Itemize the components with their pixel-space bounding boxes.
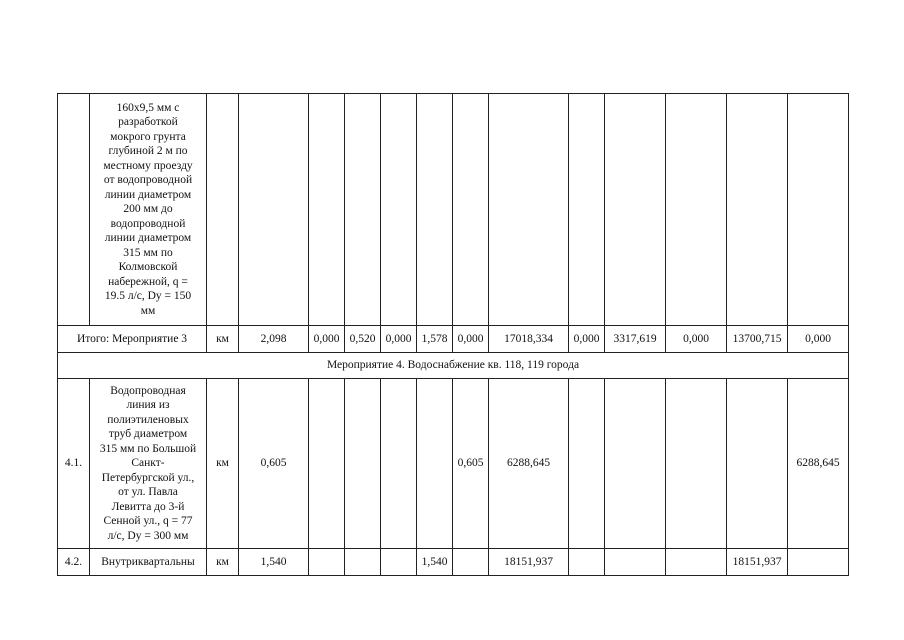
cell-value xyxy=(453,549,489,576)
cell-value xyxy=(727,379,788,549)
cell-value xyxy=(666,94,727,326)
cell-value: 3317,619 xyxy=(605,326,666,353)
item-description: Внутриквартальны xyxy=(101,555,195,568)
cell-value: 0,000 xyxy=(569,326,605,353)
cell-unit: км xyxy=(207,326,239,353)
cell-value: 0,000 xyxy=(381,326,417,353)
cell-unit: км xyxy=(207,379,239,549)
table-row-section-4 xyxy=(58,353,849,379)
cell-unit xyxy=(207,94,239,326)
cell-value: 0,000 xyxy=(666,326,727,353)
cell-value xyxy=(569,94,605,326)
table-row-continuation xyxy=(58,94,849,326)
cell-value xyxy=(788,549,849,576)
cell-value xyxy=(666,549,727,576)
cell-value: 0,000 xyxy=(453,326,489,353)
cell-value xyxy=(417,379,453,549)
cell-value xyxy=(569,379,605,549)
cell-value xyxy=(345,94,381,326)
section-title: Мероприятие 4. Водоснабжение кв. 118, 119 города xyxy=(58,353,849,379)
cell-value: 2,098 xyxy=(239,326,309,353)
cell-value: 0,520 xyxy=(345,326,381,353)
cell-value xyxy=(489,94,569,326)
cell-value xyxy=(345,379,381,549)
cell-value xyxy=(727,94,788,326)
cell-value xyxy=(309,549,345,576)
item-description: 160х9,5 мм с разработкой мокрого грунта глубиной 2 м по местному проезду от водопроводной линии диаметром 200 мм до водопроводной линии диаметром 315 мм по Колмовской набережной, q = 19.5 л/с, Dу = 150 мм xyxy=(103,101,193,317)
cell-value xyxy=(239,94,309,326)
cell-value: 0,605 xyxy=(453,379,489,549)
investment-program-table xyxy=(57,93,849,576)
cell-value xyxy=(381,549,417,576)
item-description: Водопроводная линия из полиэтиленовых труб диаметром 315 мм по Большой Санкт- Петербургской ул., от ул. Павла Левитта до 3-й Сенной ул., q = 77 л/с, Dу = 300 мм xyxy=(99,384,197,542)
cell-description xyxy=(90,549,207,576)
cell-value: 0,000 xyxy=(788,326,849,353)
cell-no: 4.1. xyxy=(58,379,90,549)
cell-no xyxy=(58,94,90,326)
cell-value: 6288,645 xyxy=(788,379,849,549)
total-label: Итого: Мероприятие 3 xyxy=(58,326,207,353)
cell-value: 18151,937 xyxy=(727,549,788,576)
cell-value: 13700,715 xyxy=(727,326,788,353)
cell-value xyxy=(788,94,849,326)
cell-value: 18151,937 xyxy=(489,549,569,576)
cell-value xyxy=(666,379,727,549)
cell-value xyxy=(605,549,666,576)
cell-value: 6288,645 xyxy=(489,379,569,549)
cell-value xyxy=(309,94,345,326)
cell-value: 1,540 xyxy=(417,549,453,576)
table-row-item-4-1 xyxy=(58,379,849,549)
cell-no: 4.2. xyxy=(58,549,90,576)
cell-description xyxy=(90,94,207,326)
cell-description xyxy=(90,379,207,549)
cell-value: 0,605 xyxy=(239,379,309,549)
cell-value xyxy=(381,94,417,326)
cell-value xyxy=(417,94,453,326)
cell-value xyxy=(569,549,605,576)
cell-value: 0,000 xyxy=(309,326,345,353)
cell-value xyxy=(345,549,381,576)
cell-value: 17018,334 xyxy=(489,326,569,353)
table-row-total-3 xyxy=(58,326,849,353)
cell-value xyxy=(453,94,489,326)
cell-value: 1,540 xyxy=(239,549,309,576)
cell-value xyxy=(309,379,345,549)
cell-unit: км xyxy=(207,549,239,576)
table-row-item-4-2 xyxy=(58,549,849,576)
cell-value: 1,578 xyxy=(417,326,453,353)
cell-value xyxy=(381,379,417,549)
cell-value xyxy=(605,379,666,549)
cell-value xyxy=(605,94,666,326)
